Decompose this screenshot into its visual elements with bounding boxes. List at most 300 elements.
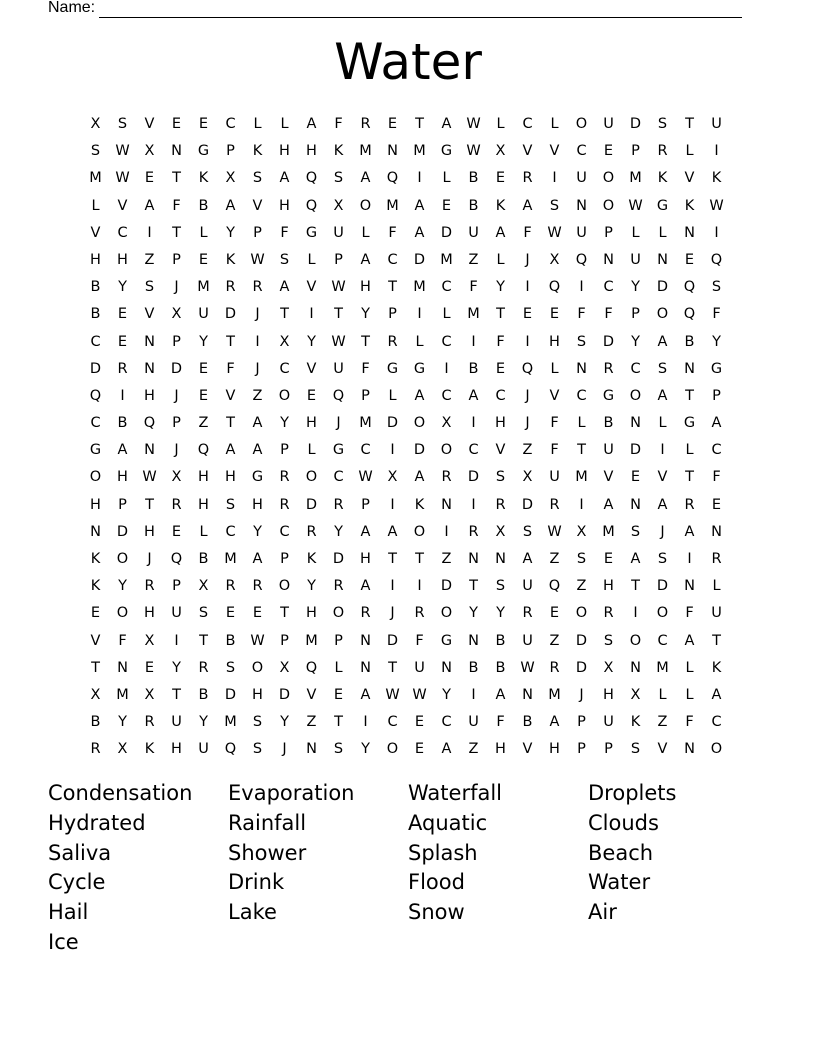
grid-letter[interactable]: D [170, 360, 183, 377]
grid-letter[interactable]: P [253, 224, 262, 241]
grid-letter[interactable]: U [198, 306, 209, 323]
grid-letter[interactable]: L [496, 116, 505, 132]
grid-letter[interactable]: N [468, 632, 479, 649]
grid-letter[interactable]: P [280, 442, 289, 459]
grid-letter[interactable]: F [712, 469, 721, 486]
grid-letter[interactable]: W [412, 686, 427, 703]
grid-letter[interactable]: N [360, 659, 371, 676]
grid-letter[interactable]: N [441, 659, 452, 676]
grid-letter[interactable]: I [444, 523, 449, 540]
grid-letter[interactable]: W [466, 143, 481, 160]
grid-letter[interactable]: A [441, 116, 452, 132]
grid-letter[interactable]: X [117, 741, 128, 758]
grid-letter[interactable]: E [414, 741, 425, 758]
grid-letter[interactable]: W [250, 632, 265, 649]
grid-letter[interactable]: E [144, 659, 155, 676]
grid-letter[interactable]: N [630, 415, 641, 432]
grid-letter[interactable]: R [252, 578, 263, 595]
grid-letter[interactable]: Y [226, 224, 235, 241]
grid-letter[interactable]: S [225, 659, 236, 676]
grid-letter[interactable]: S [117, 116, 128, 132]
grid-letter[interactable]: N [441, 496, 452, 513]
grid-letter[interactable]: A [360, 523, 371, 540]
grid-letter[interactable]: J [147, 551, 152, 567]
grid-letter[interactable]: R [603, 605, 614, 622]
grid-letter[interactable]: F [577, 306, 586, 323]
grid-letter[interactable]: K [414, 496, 425, 513]
grid-letter[interactable]: S [198, 605, 209, 622]
grid-letter[interactable]: T [226, 333, 235, 350]
grid-letter[interactable]: D [305, 496, 318, 513]
grid-letter[interactable]: L [442, 306, 451, 323]
grid-letter[interactable]: E [198, 360, 209, 377]
grid-letter[interactable]: A [522, 551, 533, 567]
grid-letter[interactable]: O [656, 605, 669, 622]
grid-letter[interactable]: O [116, 605, 129, 622]
grid-letter[interactable]: Y [712, 333, 721, 350]
grid-letter[interactable]: N [144, 442, 155, 459]
grid-letter[interactable]: L [685, 143, 694, 160]
grid-letter[interactable]: I [417, 578, 422, 595]
grid-letter[interactable]: Q [521, 360, 534, 377]
grid-letter[interactable]: E [117, 306, 128, 323]
grid-letter[interactable]: K [711, 170, 722, 187]
grid-letter[interactable]: M [467, 306, 480, 323]
grid-letter[interactable]: I [687, 551, 692, 567]
grid-letter[interactable]: T [415, 551, 424, 567]
grid-letter[interactable]: E [252, 605, 263, 622]
grid-letter[interactable]: H [117, 469, 128, 486]
grid-letter[interactable]: X [198, 578, 209, 595]
grid-letter[interactable]: S [252, 170, 263, 187]
grid-letter[interactable]: X [549, 251, 560, 268]
grid-letter[interactable]: E [198, 387, 209, 404]
grid-letter[interactable]: A [630, 551, 641, 567]
grid-letter[interactable]: X [171, 306, 182, 323]
grid-letter[interactable]: A [684, 523, 695, 540]
grid-letter[interactable]: Q [386, 170, 399, 187]
grid-letter[interactable]: Q [710, 251, 723, 268]
grid-letter[interactable]: M [359, 415, 372, 432]
grid-letter[interactable]: M [413, 143, 426, 160]
grid-letter[interactable]: T [172, 170, 181, 187]
grid-letter[interactable]: P [172, 251, 181, 268]
grid-letter[interactable]: E [171, 523, 182, 540]
grid-letter[interactable]: V [306, 686, 317, 703]
grid-letter[interactable]: F [550, 415, 559, 432]
grid-letter[interactable]: M [305, 632, 318, 649]
grid-letter[interactable]: P [280, 632, 289, 649]
grid-letter[interactable]: U [711, 116, 722, 132]
grid-letter[interactable]: T [361, 333, 370, 350]
grid-letter[interactable]: M [386, 197, 399, 214]
grid-letter[interactable]: T [631, 578, 640, 595]
grid-letter[interactable]: P [334, 632, 343, 649]
grid-letter[interactable]: X [171, 469, 182, 486]
grid-letter[interactable]: T [334, 714, 343, 731]
grid-letter[interactable]: J [525, 251, 530, 268]
grid-letter[interactable]: R [522, 170, 533, 187]
grid-letter[interactable]: S [333, 741, 344, 758]
grid-letter[interactable]: I [579, 279, 584, 296]
grid-letter[interactable]: D [224, 306, 237, 323]
grid-letter[interactable]: O [440, 442, 453, 459]
grid-letter[interactable]: D [575, 632, 588, 649]
grid-letter[interactable]: K [144, 741, 155, 758]
grid-letter[interactable]: W [385, 686, 400, 703]
grid-letter[interactable]: I [444, 360, 449, 377]
grid-letter[interactable]: J [255, 360, 260, 377]
grid-letter[interactable]: H [360, 279, 371, 296]
grid-letter[interactable]: J [282, 741, 287, 758]
grid-letter[interactable]: W [115, 143, 130, 160]
grid-letter[interactable]: T [712, 632, 721, 649]
grid-letter[interactable]: V [684, 170, 695, 187]
grid-letter[interactable]: D [413, 251, 426, 268]
grid-letter[interactable]: K [90, 551, 101, 567]
grid-letter[interactable]: T [496, 306, 505, 323]
grid-letter[interactable]: Y [442, 686, 451, 703]
grid-letter[interactable]: R [387, 333, 398, 350]
grid-letter[interactable]: D [629, 116, 642, 132]
grid-letter[interactable]: E [90, 605, 101, 622]
grid-letter[interactable]: A [711, 686, 722, 703]
grid-letter[interactable]: B [198, 686, 209, 703]
grid-letter[interactable]: R [252, 279, 263, 296]
grid-letter[interactable]: U [711, 605, 722, 622]
grid-letter[interactable]: M [548, 686, 561, 703]
grid-letter[interactable]: H [171, 741, 182, 758]
grid-letter[interactable]: Y [199, 333, 208, 350]
grid-letter[interactable]: N [387, 143, 398, 160]
grid-letter[interactable]: H [144, 605, 155, 622]
grid-letter[interactable]: Z [441, 551, 452, 567]
grid-letter[interactable]: S [144, 279, 155, 296]
grid-letter[interactable]: U [468, 714, 479, 731]
grid-letter[interactable]: B [603, 415, 614, 432]
grid-letter[interactable]: Q [224, 741, 237, 758]
grid-letter[interactable]: D [656, 279, 669, 296]
grid-letter[interactable]: W [466, 116, 481, 132]
grid-letter[interactable]: M [602, 523, 615, 540]
grid-letter[interactable]: I [255, 333, 260, 350]
grid-letter[interactable]: Q [170, 551, 183, 567]
grid-letter[interactable]: Y [307, 578, 316, 595]
grid-letter[interactable]: O [602, 170, 615, 187]
grid-letter[interactable]: K [630, 714, 641, 731]
grid-letter[interactable]: U [333, 360, 344, 377]
grid-letter[interactable]: I [471, 686, 476, 703]
grid-letter[interactable]: P [631, 306, 640, 323]
grid-letter[interactable]: N [117, 659, 128, 676]
grid-letter[interactable]: Q [305, 659, 318, 676]
grid-letter[interactable]: M [575, 469, 588, 486]
grid-letter[interactable]: F [118, 632, 127, 649]
grid-letter[interactable]: M [116, 686, 129, 703]
grid-letter[interactable]: X [576, 523, 587, 540]
grid-letter[interactable]: R [171, 496, 182, 513]
grid-letter[interactable]: R [225, 578, 236, 595]
grid-letter[interactable]: C [711, 714, 722, 731]
grid-letter[interactable]: L [712, 578, 721, 595]
grid-letter[interactable]: P [361, 496, 370, 513]
grid-letter[interactable]: C [657, 632, 668, 649]
grid-letter[interactable]: I [390, 442, 395, 459]
grid-letter[interactable]: X [630, 686, 641, 703]
grid-letter[interactable]: E [522, 306, 533, 323]
grid-letter[interactable]: A [522, 197, 533, 214]
grid-letter[interactable]: A [414, 469, 425, 486]
grid-letter[interactable]: I [417, 306, 422, 323]
grid-letter[interactable]: G [332, 442, 345, 459]
grid-letter[interactable]: F [280, 224, 289, 241]
grid-letter[interactable]: R [198, 659, 209, 676]
grid-letter[interactable]: Y [280, 714, 289, 731]
grid-letter[interactable]: H [306, 143, 317, 160]
grid-letter[interactable]: A [468, 387, 479, 404]
grid-letter[interactable]: M [629, 170, 642, 187]
grid-letter[interactable]: E [171, 116, 182, 132]
grid-letter[interactable]: O [359, 197, 372, 214]
grid-letter[interactable]: X [144, 143, 155, 160]
grid-letter[interactable]: Y [118, 578, 127, 595]
grid-letter[interactable]: H [252, 496, 263, 513]
grid-letter[interactable]: E [711, 496, 722, 513]
grid-letter[interactable]: L [685, 686, 694, 703]
grid-letter[interactable]: K [252, 143, 263, 160]
grid-letter[interactable]: Q [548, 279, 561, 296]
grid-letter[interactable]: P [712, 387, 721, 404]
grid-letter[interactable]: W [115, 170, 130, 187]
grid-letter[interactable]: P [334, 251, 343, 268]
grid-letter[interactable]: P [361, 387, 370, 404]
grid-letter[interactable]: R [144, 578, 155, 595]
grid-letter[interactable]: W [142, 469, 157, 486]
grid-letter[interactable]: U [576, 170, 587, 187]
grid-letter[interactable]: S [630, 741, 641, 758]
grid-letter[interactable]: N [144, 360, 155, 377]
grid-letter[interactable]: A [387, 523, 398, 540]
grid-letter[interactable]: V [522, 143, 533, 160]
grid-letter[interactable]: V [495, 442, 506, 459]
grid-letter[interactable]: H [90, 496, 101, 513]
grid-letter[interactable]: V [657, 469, 668, 486]
grid-letter[interactable]: O [386, 741, 399, 758]
grid-letter[interactable]: I [390, 496, 395, 513]
grid-letter[interactable]: Y [307, 333, 316, 350]
grid-letter[interactable]: C [630, 360, 641, 377]
grid-letter[interactable]: H [549, 333, 560, 350]
grid-letter[interactable]: D [575, 659, 588, 676]
grid-letter[interactable]: W [709, 197, 724, 214]
grid-letter[interactable]: K [90, 578, 101, 595]
grid-letter[interactable]: Q [143, 415, 156, 432]
grid-letter[interactable]: J [525, 415, 530, 432]
grid-letter[interactable]: L [550, 116, 559, 132]
grid-letter[interactable]: N [684, 741, 695, 758]
grid-letter[interactable]: Z [576, 578, 587, 595]
grid-letter[interactable]: P [388, 306, 397, 323]
grid-letter[interactable]: P [172, 333, 181, 350]
grid-letter[interactable]: Y [172, 659, 181, 676]
grid-letter[interactable]: P [226, 143, 235, 160]
grid-letter[interactable]: U [522, 578, 533, 595]
grid-letter[interactable]: E [684, 251, 695, 268]
grid-letter[interactable]: F [361, 360, 370, 377]
grid-letter[interactable]: D [116, 523, 129, 540]
grid-letter[interactable]: L [199, 523, 208, 540]
grid-letter[interactable]: G [710, 360, 723, 377]
grid-letter[interactable]: M [224, 551, 237, 567]
grid-letter[interactable]: M [413, 279, 426, 296]
grid-letter[interactable]: X [144, 686, 155, 703]
grid-letter[interactable]: C [576, 143, 587, 160]
grid-letter[interactable]: L [685, 442, 694, 459]
grid-letter[interactable]: Q [683, 306, 696, 323]
grid-letter[interactable]: A [495, 224, 506, 241]
grid-letter[interactable]: I [390, 578, 395, 595]
grid-letter[interactable]: B [90, 714, 101, 731]
grid-letter[interactable]: P [604, 741, 613, 758]
grid-letter[interactable]: A [441, 741, 452, 758]
grid-letter[interactable]: A [225, 197, 236, 214]
grid-letter[interactable]: J [579, 686, 584, 703]
grid-letter[interactable]: O [710, 741, 723, 758]
grid-letter[interactable]: U [468, 224, 479, 241]
grid-letter[interactable]: E [144, 170, 155, 187]
grid-letter[interactable]: S [252, 741, 263, 758]
grid-letter[interactable]: K [225, 251, 236, 268]
grid-letter[interactable]: N [90, 523, 101, 540]
grid-letter[interactable]: J [174, 279, 179, 296]
grid-letter[interactable]: F [712, 306, 721, 323]
grid-letter[interactable]: X [603, 659, 614, 676]
grid-letter[interactable]: O [656, 306, 669, 323]
grid-letter[interactable]: D [386, 632, 399, 649]
grid-letter[interactable]: L [658, 686, 667, 703]
grid-letter[interactable]: U [171, 714, 182, 731]
grid-letter[interactable]: R [414, 605, 425, 622]
grid-letter[interactable]: X [90, 686, 101, 703]
grid-letter[interactable]: Q [305, 197, 318, 214]
grid-letter[interactable]: F [469, 279, 478, 296]
grid-letter[interactable]: B [684, 333, 695, 350]
grid-letter[interactable]: A [684, 632, 695, 649]
grid-letter[interactable]: G [440, 632, 453, 649]
grid-letter[interactable]: M [359, 143, 372, 160]
grid-letter[interactable]: S [657, 360, 668, 377]
grid-letter[interactable]: W [520, 659, 535, 676]
grid-letter[interactable]: C [90, 333, 101, 350]
grid-letter[interactable]: Y [118, 714, 127, 731]
grid-letter[interactable]: L [658, 224, 667, 241]
grid-letter[interactable]: R [279, 469, 290, 486]
grid-letter[interactable]: O [413, 415, 426, 432]
grid-letter[interactable]: T [388, 659, 397, 676]
grid-letter[interactable]: R [333, 578, 344, 595]
grid-letter[interactable]: V [549, 143, 560, 160]
grid-letter[interactable]: C [90, 415, 101, 432]
grid-letter[interactable]: S [630, 523, 641, 540]
grid-letter[interactable]: U [603, 442, 614, 459]
grid-letter[interactable]: F [550, 442, 559, 459]
grid-letter[interactable]: T [91, 659, 100, 676]
grid-letter[interactable]: R [549, 659, 560, 676]
grid-letter[interactable]: G [440, 143, 453, 160]
grid-letter[interactable]: S [711, 279, 722, 296]
grid-letter[interactable]: S [225, 496, 236, 513]
grid-letter[interactable]: L [415, 333, 424, 350]
grid-letter[interactable]: T [685, 469, 694, 486]
grid-letter[interactable]: B [495, 632, 506, 649]
grid-letter[interactable]: S [333, 170, 344, 187]
grid-letter[interactable]: A [279, 170, 290, 187]
grid-letter[interactable]: G [197, 143, 210, 160]
grid-letter[interactable]: Z [198, 415, 209, 432]
grid-letter[interactable]: Y [496, 279, 505, 296]
grid-letter[interactable]: L [91, 197, 100, 214]
grid-letter[interactable]: R [306, 523, 317, 540]
grid-letter[interactable]: L [685, 659, 694, 676]
grid-letter[interactable]: X [333, 197, 344, 214]
grid-letter[interactable]: N [630, 659, 641, 676]
grid-letter[interactable]: Z [657, 714, 668, 731]
grid-letter[interactable]: P [631, 143, 640, 160]
grid-letter[interactable]: M [656, 659, 669, 676]
grid-letter[interactable]: U [630, 251, 641, 268]
grid-letter[interactable]: T [388, 551, 397, 567]
grid-letter[interactable]: S [657, 116, 668, 132]
grid-letter[interactable]: J [336, 415, 341, 432]
grid-letter[interactable]: E [225, 605, 236, 622]
grid-letter[interactable]: I [471, 415, 476, 432]
grid-letter[interactable]: C [225, 116, 236, 132]
grid-letter[interactable]: D [332, 551, 345, 567]
grid-letter[interactable]: E [387, 116, 398, 132]
grid-letter[interactable]: H [549, 741, 560, 758]
grid-letter[interactable]: X [387, 469, 398, 486]
grid-letter[interactable]: X [90, 116, 101, 132]
grid-letter[interactable]: S [252, 714, 263, 731]
grid-letter[interactable]: D [89, 360, 102, 377]
grid-letter[interactable]: M [197, 279, 210, 296]
grid-letter[interactable]: E [603, 551, 614, 567]
grid-letter[interactable]: A [414, 224, 425, 241]
grid-letter[interactable]: C [441, 279, 452, 296]
grid-letter[interactable]: E [117, 333, 128, 350]
grid-letter[interactable]: N [684, 224, 695, 241]
grid-letter[interactable]: C [603, 279, 614, 296]
grid-letter[interactable]: I [309, 306, 314, 323]
grid-letter[interactable]: L [280, 116, 289, 132]
grid-letter[interactable]: L [334, 659, 343, 676]
grid-letter[interactable]: N [468, 551, 479, 567]
grid-letter[interactable]: R [144, 714, 155, 731]
grid-letter[interactable]: R [360, 116, 371, 132]
grid-letter[interactable]: O [89, 469, 102, 486]
grid-letter[interactable]: D [521, 496, 534, 513]
grid-letter[interactable]: X [225, 170, 236, 187]
grid-letter[interactable]: T [172, 686, 181, 703]
grid-letter[interactable]: T [415, 116, 424, 132]
grid-letter[interactable]: Y [280, 415, 289, 432]
grid-letter[interactable]: N [630, 496, 641, 513]
grid-letter[interactable]: C [387, 714, 398, 731]
grid-letter[interactable]: X [495, 523, 506, 540]
grid-letter[interactable]: X [441, 415, 452, 432]
grid-letter[interactable]: A [225, 442, 236, 459]
grid-letter[interactable]: H [603, 686, 614, 703]
